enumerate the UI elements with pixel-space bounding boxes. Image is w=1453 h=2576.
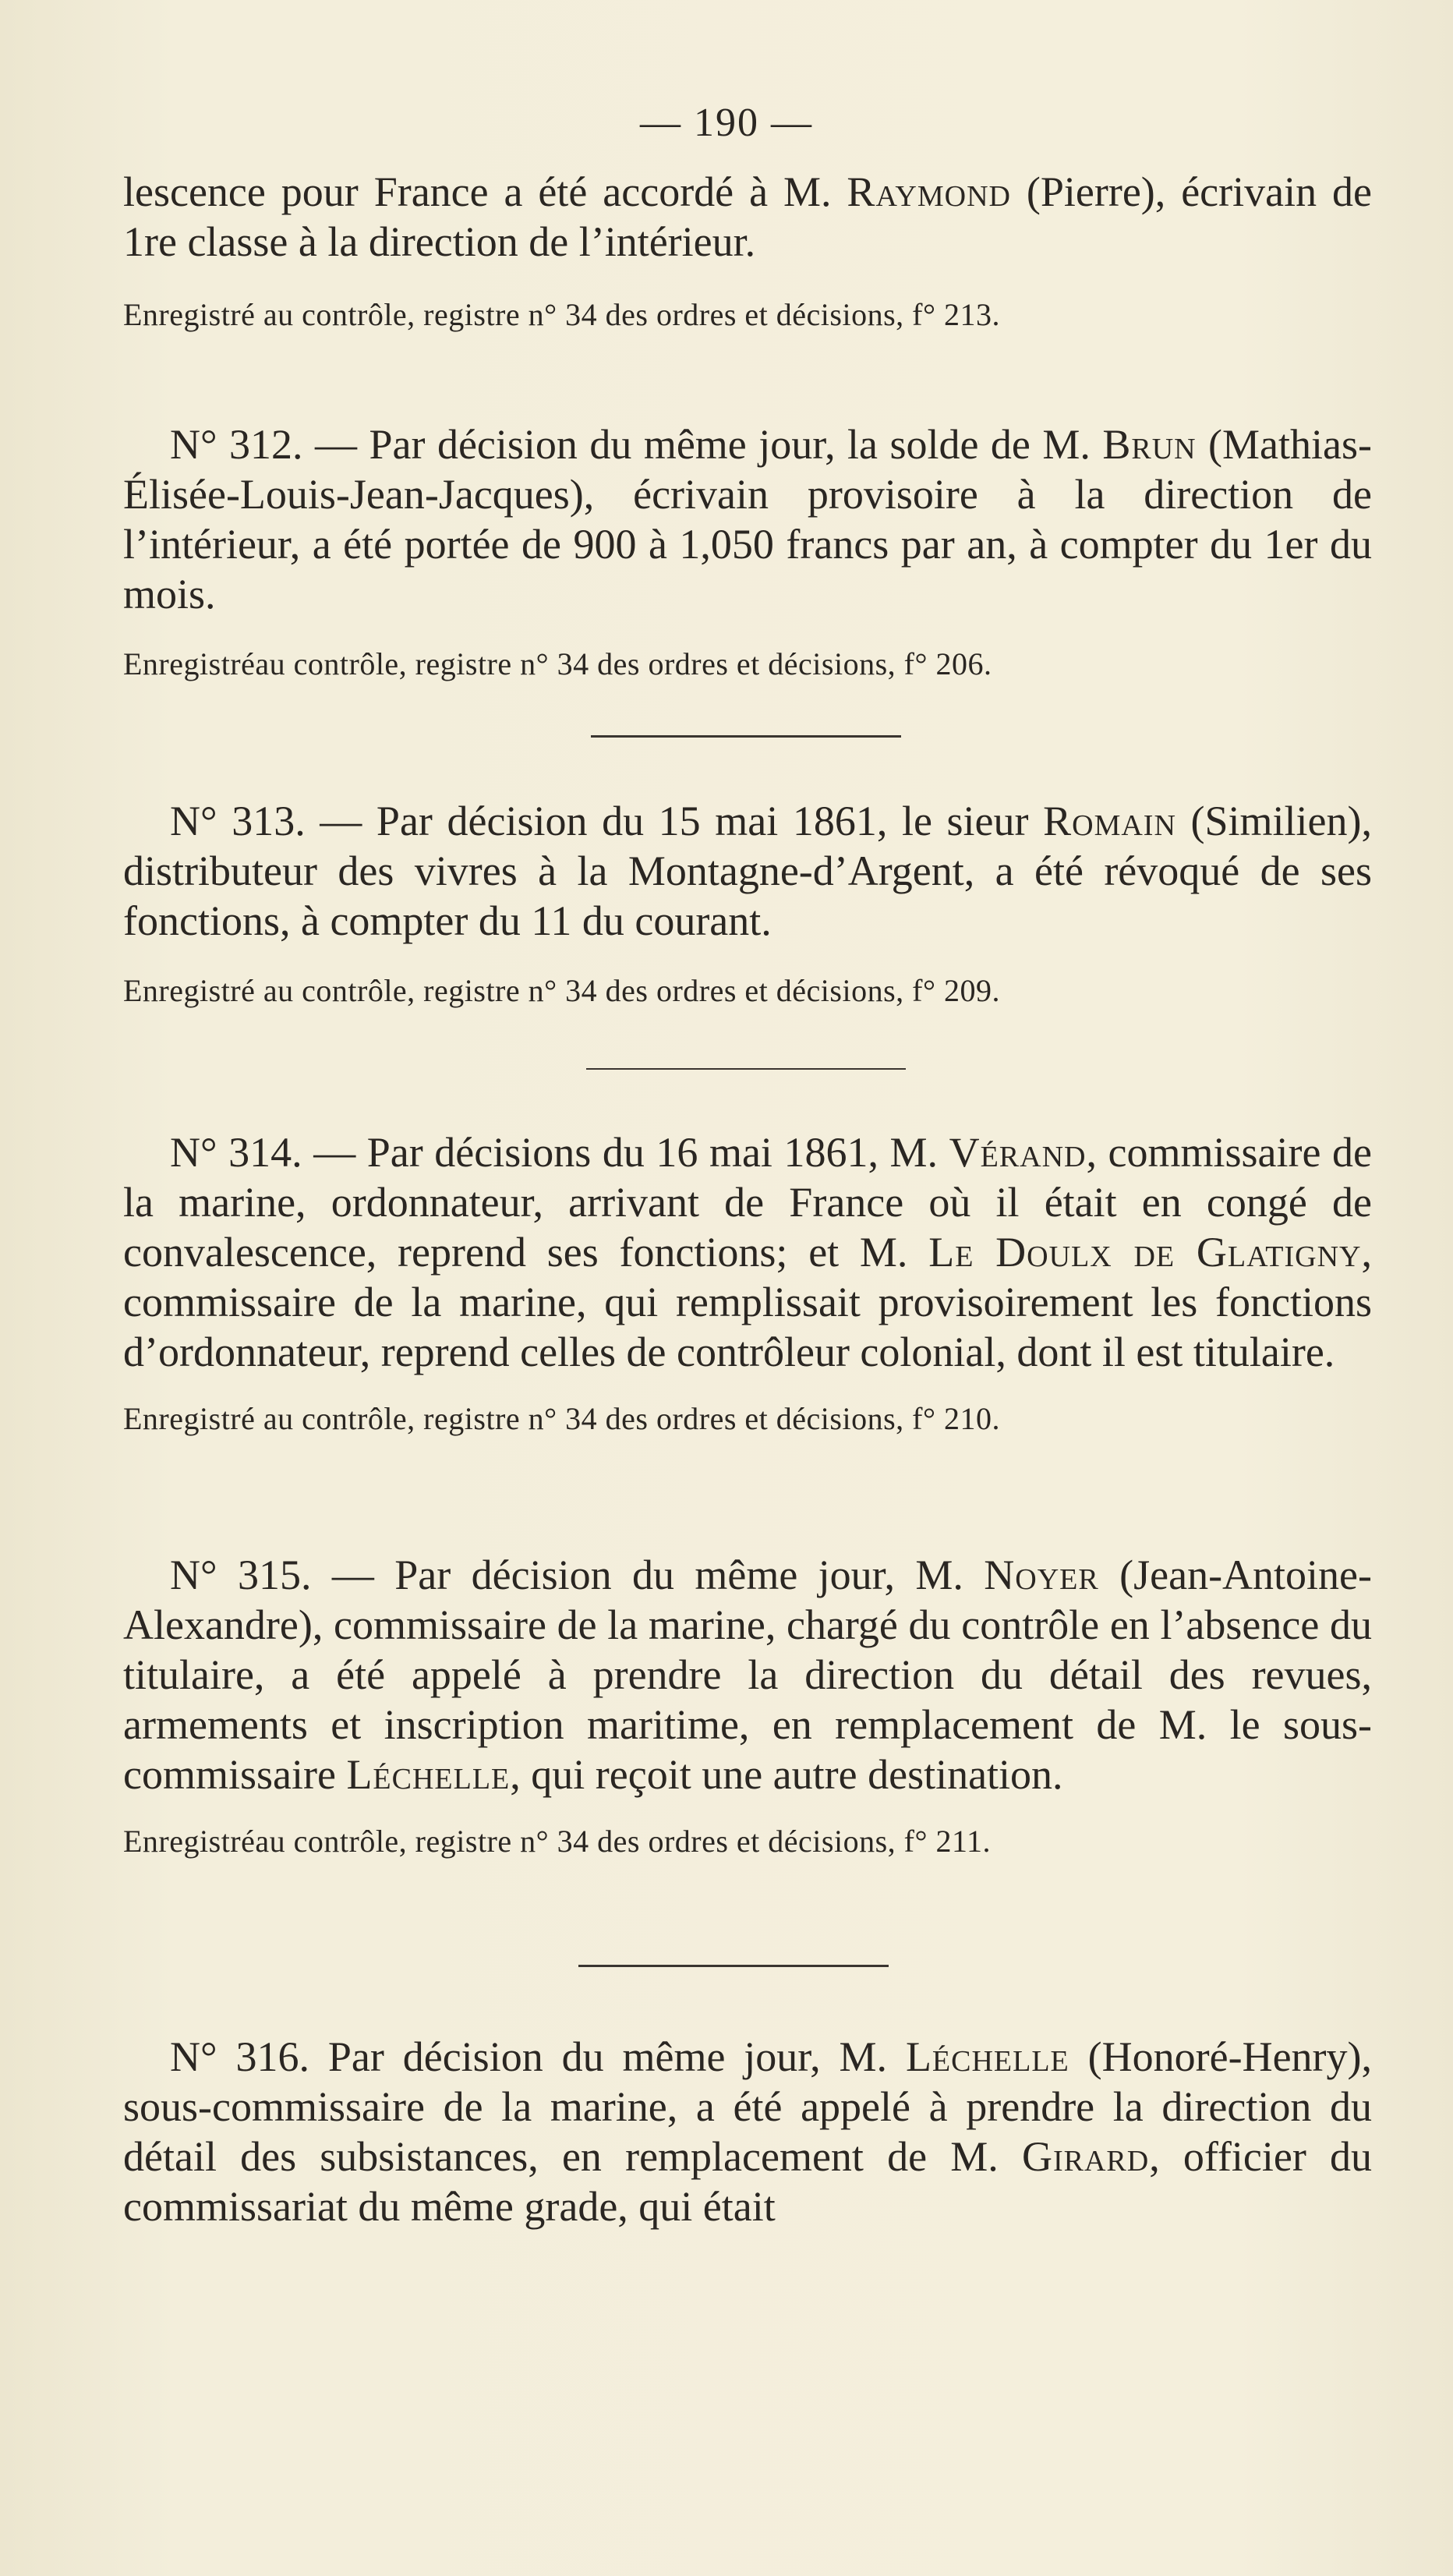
continuation-paragraph xyxy=(123,167,1372,267)
entry-text-before: Par décision du même jour, M. xyxy=(309,2033,906,2080)
entry-text-middle: , commissaire de la marine, ordonnateur, arrivant de France où il était en congé de convalescence, reprend ses fonctions; et M. xyxy=(123,1129,1372,1276)
continuation-text-after: (Pierre), écrivain de 1re classe à la direction de l’intérieur. xyxy=(123,168,1372,265)
entry-314 xyxy=(123,1127,1372,1438)
entry-315 xyxy=(123,1550,1372,1860)
person-name: Noyer xyxy=(984,1552,1099,1598)
entry-312 xyxy=(123,419,1372,683)
entry-text-before: — Par décisions du 16 mai 1861, M. xyxy=(302,1129,949,1176)
person-name: Brun xyxy=(1102,421,1197,468)
entry-text-middle: (Honoré-Henry), sous-commissaire de la marine, a été appelé à prendre la direction du détail des subsistances, en remplacement de M. xyxy=(123,2033,1373,2180)
entry-paragraph xyxy=(123,2032,1372,2231)
registration-note: Enregistré au contrôle, registre n° 34 des ordres et décisions, f° 210. xyxy=(123,1401,1000,1436)
person-name: Raymond xyxy=(847,168,1011,215)
entry-paragraph xyxy=(123,1127,1372,1377)
entry-paragraph xyxy=(123,796,1372,946)
entry-text-before: — Par décision du même jour, la solde de M. xyxy=(302,421,1103,468)
person-name: Le Doulx de Glatigny xyxy=(928,1229,1362,1276)
entry-313 xyxy=(123,796,1372,1010)
registration-note: Enregistréau contrôle, registre n° 34 des ordres et décisions, f° 206. xyxy=(123,646,992,681)
entry-number: N° 313. xyxy=(170,798,306,844)
continuation-text-before: lescence pour France a été accordé à M. xyxy=(123,168,847,215)
entry-text-after: (Similien), distributeur des vivres à la Montagne-d’Argent, a été révoqué de ses fonctions, à compter du 11 du courant. xyxy=(123,798,1372,944)
entry-number: N° 312. xyxy=(170,421,303,468)
registration-note: Enregistréau contrôle, registre n° 34 des ordres et décisions, f° 211. xyxy=(123,1824,991,1859)
registration-note: Enregistré au contrôle, registre n° 34 des ordres et décisions, f° 209. xyxy=(123,973,1000,1008)
entry-text-after: , officier du commissariat du même grade, qui était xyxy=(123,2133,1372,2230)
person-name: Girard xyxy=(1021,2133,1150,2180)
person-name: Léchelle xyxy=(346,1751,511,1798)
entry-paragraph xyxy=(123,1550,1372,1799)
entry-text-middle: (Jean-Antoine-Alexandre), commissaire de la marine, chargé du contrôle en l’absence du titulaire, a été appelé à prendre la direction du détail des revues, armements et inscription maritime, en remplacement de M. le sous-commissaire xyxy=(123,1552,1373,1798)
person-name: Léchelle xyxy=(905,2033,1069,2080)
entry-number: N° 316. xyxy=(170,2033,309,2080)
person-name: Romain xyxy=(1043,798,1176,844)
separator-rule xyxy=(591,735,901,738)
entry-number: N° 314. xyxy=(170,1129,302,1176)
person-name: Vérand xyxy=(949,1129,1087,1176)
entry-text-after: (Mathias-Élisée-Louis-Jean-Jacques), écrivain provisoire à la direction de l’intérieur, a été portée de 900 à 1,050 francs par an, à compter du 1er du mois. xyxy=(123,421,1372,617)
separator-rule xyxy=(578,1965,889,1967)
entry-316 xyxy=(123,2032,1372,2231)
entry-text-after: , commissaire de la marine, qui remplissait provisoirement les fonctions d’ordonnateur, reprend celles de contrôleur colonial, dont il est titulaire. xyxy=(123,1229,1372,1375)
entry-text-before: — Par décision du même jour, M. xyxy=(311,1552,985,1598)
entry-number: N° 315. xyxy=(170,1552,312,1598)
continuation-block xyxy=(123,167,1372,334)
registration-note: Enregistré au contrôle, registre n° 34 des ordres et décisions, f° 213. xyxy=(123,297,1000,332)
entry-text-before: — Par décision du 15 mai 1861, le sieur xyxy=(305,798,1044,844)
page-number: — 190 — xyxy=(640,101,813,145)
entry-text-after: , qui reçoit une autre destination. xyxy=(510,1751,1063,1798)
separator-rule xyxy=(586,1068,906,1070)
entry-paragraph xyxy=(123,419,1372,619)
